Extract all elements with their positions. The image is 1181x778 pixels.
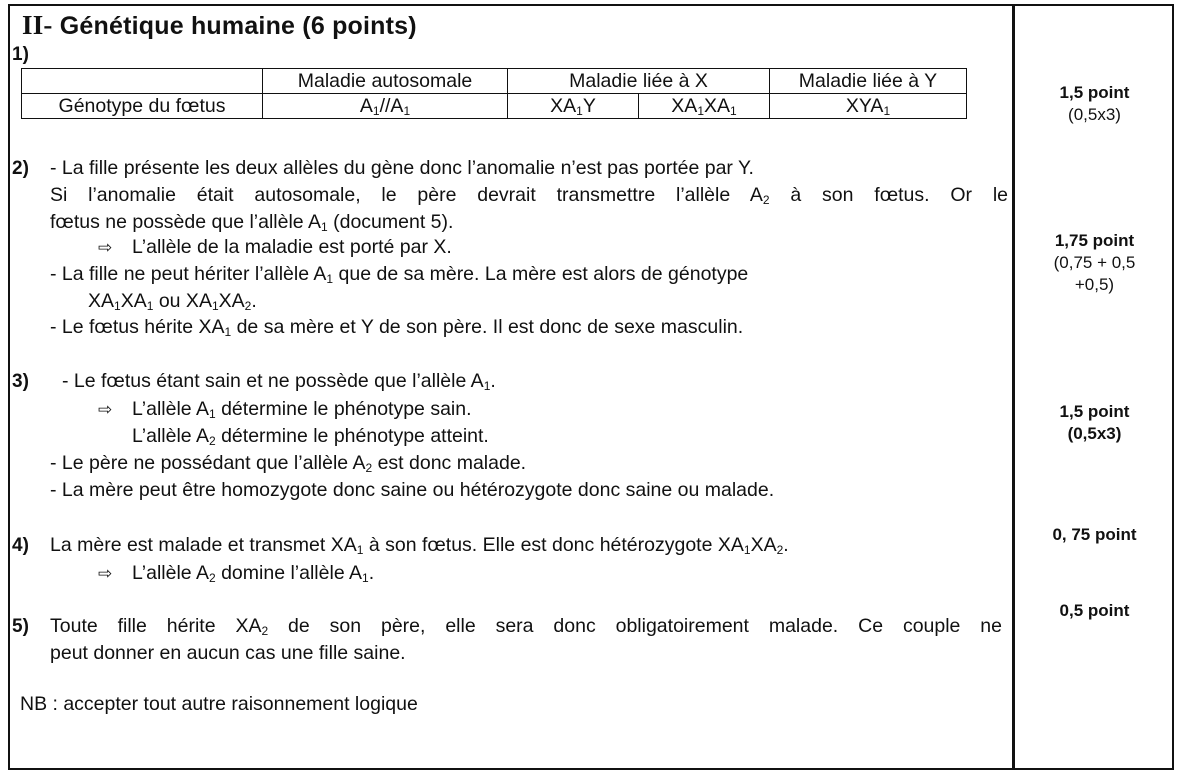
q3-line-3: L’allèle $A_2$ détermine le phénotype atteint. [132,425,489,448]
score-q5: 0,5 point [1059,601,1130,620]
score-q1: 1,5 point (0,5x3) [1059,83,1130,124]
cell-autosomal: $A_1//A_1$ [263,94,508,119]
q2-line-5: - La fille ne peut hériter l’allèle $A_1$ que de sa mère. La mère est alors de génotype [50,263,749,286]
q3-line-2: ⇨ L’allèle $A_1$ détermine le phénotype sain. [98,398,472,421]
score-q2: 1,75 point (0,75 + 0,5 +0,5) [1053,231,1136,294]
table-header-row [22,69,967,94]
q2-line-4: ⇨ L’allèle de la maladie est porté par X. [98,236,452,258]
question-5-number: 5) [12,616,29,637]
q2-line-3: fœtus ne possède que l’allèle $A_1$ (document 5). [50,211,454,234]
question-3-number: 3) [12,371,29,392]
question-1-number: 1) [12,44,29,65]
q2-line-7: - Le fœtus hérite $XA_1$ de sa mère et Y de son père. Il est donc de sexe masculin. [50,316,744,339]
q3-line-4: - Le père ne possédant que l’allèle $A_2$ est donc malade. [50,452,527,475]
q5-line-1: Toute fille hérite $XA_2$ de son père, elle sera donc obligatoirement malade. Ce couple ne [50,615,1002,638]
cell-x-linked-2: $XA_1XA_1$ [639,94,770,119]
score-q4: 0, 75 point [1052,525,1137,544]
cell-y-linked: $XYA_1$ [770,94,967,119]
q2-line-6: $XA_1XA_1$ ou $XA_1XA_2$. [88,290,257,313]
arrow-right-icon: ⇨ [98,564,113,583]
arrow-right-icon: ⇨ [98,238,113,257]
genotype-table [21,68,967,119]
header-autosomal: Maladie autosomale [263,69,508,94]
q2-line-2: Si l’anomalie était autosomale, le père devrait transmettre l’allèle $A_2$ à son fœtus. Or le [50,184,1008,207]
note: NB : accepter tout autre raisonnement logique [20,693,418,715]
q2-line-1: - La fille présente les deux allèles du gène donc l’anomalie n’est pas portée par Y. [50,157,754,179]
q4-line-2: ⇨ L’allèle $A_2$ domine l’allèle $A_1$. [98,562,375,585]
q4-line-1: La mère est malade et transmet $XA_1$ à son fœtus. Elle est donc hétérozygote $XA_1XA_2$. [50,534,789,557]
arrow-right-icon: ⇨ [98,400,113,419]
q3-line-5: - La mère peut être homozygote donc saine ou hétérozygote donc saine ou malade. [50,479,775,501]
q5-line-2: peut donner en aucun cas une fille saine. [50,642,406,664]
score-q3: 1,5 point (0,5x3) [1059,402,1130,443]
q3-line-1: - Le fœtus étant sain et ne possède que l’allèle $A_1$. [62,370,496,393]
section-title: II- Génétique humaine (6 points) [22,10,417,40]
cell-x-linked-1: $XA_1Y$ [508,94,639,119]
question-4-number: 4) [12,535,29,556]
header-x-linked: Maladie liée à X [508,69,770,94]
header-y-linked: Maladie liée à Y [770,69,967,94]
table-empty-cell [22,69,263,94]
row-label: Génotype du fœtus [22,94,263,119]
question-2-number: 2) [12,158,29,179]
table-row [22,94,967,119]
